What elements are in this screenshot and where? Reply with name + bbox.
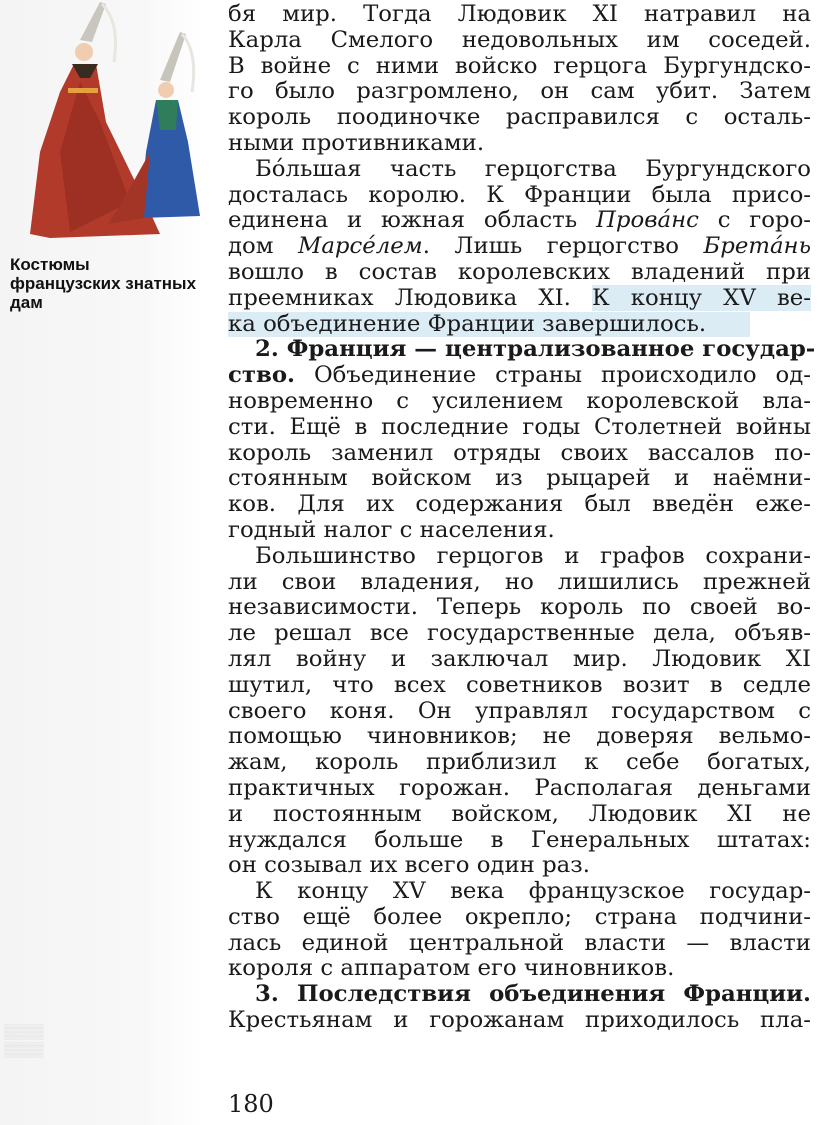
text-line: лась единой центральной власти — власти bbox=[228, 929, 811, 956]
text-line: новременно с усилением королевской вла- bbox=[228, 387, 811, 414]
text-line: стоянным войском из рыцарей и наёмни- bbox=[228, 465, 811, 492]
text-line: короля с аппаратом его чиновников. bbox=[228, 955, 675, 982]
text-line: нуждался больше в Генеральных штатах: bbox=[228, 826, 811, 853]
text-line: Большинство герцогов и графов сохрани- bbox=[255, 542, 811, 569]
text-line: ство ещё более окрепло; страна подчини- bbox=[228, 903, 811, 930]
highlighted-conclusion: К концу XV ве- bbox=[591, 284, 811, 311]
text-run: Объединение страны происходило од- bbox=[295, 362, 811, 389]
face-left bbox=[75, 43, 93, 61]
text-line: шутил, что всех советников возит в седле bbox=[228, 671, 811, 698]
text-line: помощью чиновников; не доверяя вельмо- bbox=[228, 723, 811, 750]
text-line: своего коня. Он управлял государством с bbox=[228, 697, 811, 724]
text-line: ле решал все государственные дела, объяв- bbox=[228, 620, 811, 647]
text-line: сти. Ещё в последние годы Столетней войны bbox=[228, 413, 811, 440]
highlighted-conclusion-line: ка объединение Франции завершилось. bbox=[228, 312, 750, 338]
illustration-french-ladies bbox=[10, 2, 210, 240]
veil-right bbox=[182, 34, 194, 92]
illustration-caption: Костюмы французских знатных дам bbox=[10, 255, 197, 312]
text-line: Бо́льшая часть герцогства Бургундского bbox=[255, 155, 811, 182]
hennin-left bbox=[80, 2, 106, 42]
belt-left bbox=[68, 88, 98, 93]
hennin-right bbox=[160, 32, 186, 82]
text-line: досталась королю. К Франции была присо- bbox=[228, 181, 811, 208]
margin-column bbox=[0, 0, 205, 1125]
section-heading: 2. Франция — централизованное государ- bbox=[255, 336, 816, 363]
text-line: независимости. Теперь король по своей во- bbox=[228, 594, 811, 621]
text-line: он созывал их всего один раз. bbox=[228, 852, 590, 879]
text-line: го было разгромлено, он сам убит. Затем bbox=[228, 78, 811, 105]
text-line bbox=[228, 363, 811, 389]
text-line bbox=[228, 234, 811, 260]
text-line: ными противниками. bbox=[228, 129, 485, 156]
text-line: Карла Смелого недовольных им соседей. bbox=[228, 26, 811, 53]
text-run: единена и южная область bbox=[228, 207, 597, 234]
text-line: ли свои владения, но лишились прежней bbox=[228, 568, 811, 595]
face-right bbox=[158, 82, 174, 98]
faded-margin-mark: ▒▒▒▒ ▒▒▒▒ bbox=[4, 1023, 44, 1057]
text-line: В войне с ними войско герцога Бургундско- bbox=[228, 52, 811, 79]
place-marseille: Марсе́лем bbox=[297, 233, 423, 260]
place-provence: Прова́нс bbox=[596, 207, 699, 234]
text-line bbox=[228, 286, 811, 312]
section-heading-end: ство. bbox=[228, 362, 295, 389]
text-line: К концу XV века французское государ- bbox=[255, 878, 811, 905]
text-run: дом bbox=[228, 233, 298, 260]
text-line: бя мир. Тогда Людовик XI натравил на bbox=[228, 1, 811, 27]
text-line: король поодиночке расправился с осталь- bbox=[228, 104, 811, 131]
text-line: лял войну и заключал мир. Людовик XI bbox=[228, 645, 811, 672]
text-run: преемниках Людовика XI. bbox=[228, 284, 592, 311]
main-text bbox=[228, 1, 816, 1034]
veil-left bbox=[102, 4, 116, 62]
text-line: вошло в состав королевских владений при bbox=[228, 258, 811, 285]
text-line: годный налог с населения. bbox=[228, 516, 555, 543]
page-number: 180 bbox=[228, 1090, 274, 1118]
text-line: король заменил отряды своих вассалов по- bbox=[228, 439, 811, 466]
text-line: практичных горожан. Располагая деньгами bbox=[228, 774, 811, 801]
text-line: и постоянным войском, Людовик XI не bbox=[228, 800, 811, 827]
text-line: ков. Для их содержания был введён еже- bbox=[228, 491, 811, 518]
text-line: жам, король приблизил к себе богатых, bbox=[228, 749, 811, 776]
text-run: . Лишь герцогство bbox=[422, 233, 704, 260]
text-run: с горо- bbox=[698, 207, 811, 234]
text-line bbox=[228, 208, 811, 234]
section-heading: 3. Последствия объединения Франции. bbox=[255, 981, 811, 1008]
text-line: Крестьянам и горожанам приходилось пла- bbox=[228, 1007, 811, 1034]
place-brittany: Брета́нь bbox=[703, 233, 811, 260]
